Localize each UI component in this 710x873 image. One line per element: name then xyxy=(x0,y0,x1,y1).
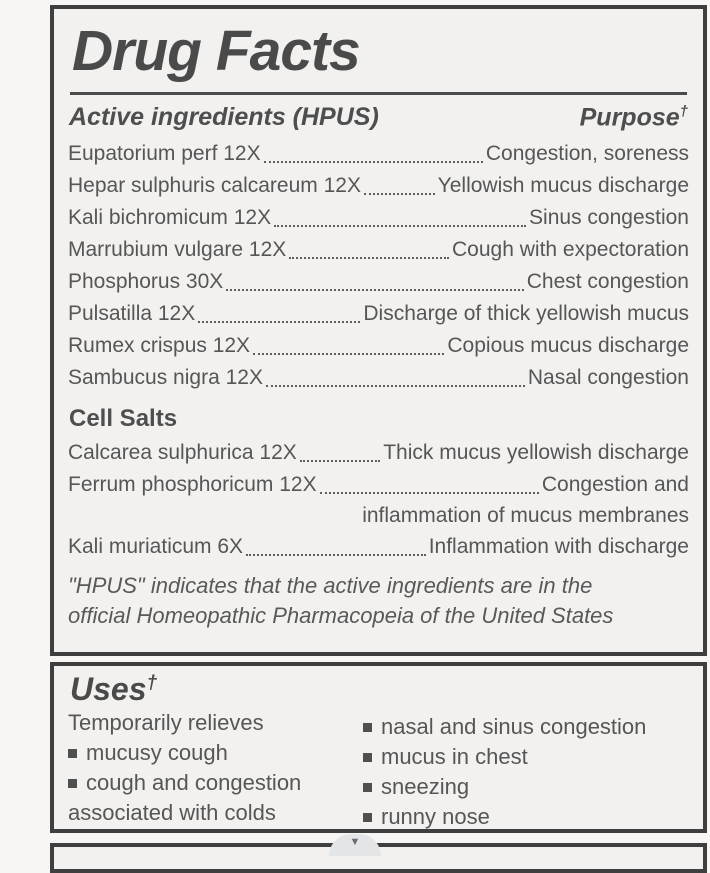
ingredient-row xyxy=(68,234,689,266)
cell-salt-purpose: Inflammation with discharge xyxy=(428,534,689,558)
use-item-label: cough and congestion xyxy=(86,769,302,795)
bullet-square-icon xyxy=(363,813,372,822)
active-ingredients-heading: Active ingredients (HPUS) xyxy=(69,102,379,131)
dot-leader xyxy=(266,362,525,387)
ingredient-row xyxy=(68,202,689,234)
hpus-note xyxy=(68,571,689,631)
ingredient-name: Phosphorus 30X xyxy=(68,269,224,293)
dot-leader xyxy=(264,138,483,163)
bullet-square-icon xyxy=(68,749,77,758)
ingredient-name: Eupatorium perf 12X xyxy=(68,141,261,165)
use-item xyxy=(363,742,689,772)
purpose-dagger: † xyxy=(679,102,688,120)
cell-salt-purpose-wrap: inflammation of mucus membranes xyxy=(362,503,689,527)
ingredient-purpose: Sinus congestion xyxy=(529,205,689,229)
dot-leader xyxy=(289,234,449,259)
ingredient-name: Hepar sulphuris calcareum 12X xyxy=(68,173,361,197)
cell-salt-purpose: Congestion and xyxy=(541,472,689,496)
ingredient-purpose: Chest congestion xyxy=(526,269,689,293)
chevron-down-icon: ▼ xyxy=(349,836,361,848)
drug-facts-panel xyxy=(50,5,707,656)
ingredient-row xyxy=(68,138,689,170)
uses-panel xyxy=(50,662,707,833)
use-item-label: runny nose xyxy=(381,803,490,829)
ingredient-purpose: Nasal congestion xyxy=(527,365,689,389)
ingredient-row xyxy=(68,266,689,298)
ingredient-name: Kali bichromicum 12X xyxy=(68,205,272,229)
cell-salt-name: Kali muriaticum 6X xyxy=(68,534,244,558)
active-ingredients-header xyxy=(69,103,688,132)
use-item-label: associated with colds xyxy=(68,799,276,825)
use-item xyxy=(363,802,689,832)
use-item-label: nasal and sinus congestion xyxy=(381,713,647,739)
use-item-label: sneezing xyxy=(381,773,470,799)
dot-leader xyxy=(246,531,426,556)
dot-leader xyxy=(300,437,380,462)
cell-salt-row xyxy=(68,531,689,563)
scroll-down-indicator[interactable] xyxy=(329,834,381,856)
ingredient-purpose: Copious mucus discharge xyxy=(447,333,689,357)
ingredient-list xyxy=(68,138,689,394)
cell-salts-list xyxy=(68,437,689,563)
ingredient-name: Pulsatilla 12X xyxy=(68,301,196,325)
ingredient-purpose: Yellowish mucus discharge xyxy=(437,173,689,197)
use-item xyxy=(68,738,363,768)
ingredient-name: Marrubium vulgare 12X xyxy=(68,237,287,261)
uses-columns xyxy=(68,708,689,832)
use-item-label: mucus in chest xyxy=(381,743,528,769)
dot-leader xyxy=(364,170,435,195)
bullet-square-icon xyxy=(68,779,77,788)
ingredient-row xyxy=(68,362,689,394)
cell-salt-row xyxy=(68,437,689,469)
bullet-square-icon xyxy=(363,723,372,732)
dot-leader xyxy=(320,469,539,494)
ingredient-row xyxy=(68,298,689,330)
use-item xyxy=(68,798,363,828)
uses-intro: Temporarily relieves xyxy=(68,709,264,735)
bullet-square-icon xyxy=(363,753,372,762)
dot-leader xyxy=(253,330,444,355)
cell-salts-heading: Cell Salts xyxy=(69,404,178,432)
use-item xyxy=(363,772,689,802)
ingredient-row xyxy=(68,170,689,202)
use-item xyxy=(68,768,363,798)
uses-column-left xyxy=(68,708,363,832)
title-divider xyxy=(70,92,687,95)
hpus-note-line2: official Homeopathic Pharmacopeia of the United States xyxy=(68,602,614,628)
uses-column-right xyxy=(363,712,689,832)
dot-leader xyxy=(274,202,526,227)
use-item-label: mucusy cough xyxy=(86,739,228,765)
cell-salt-name: Ferrum phosphoricum 12X xyxy=(68,472,317,496)
ingredient-purpose: Discharge of thick yellowish mucus xyxy=(363,301,689,325)
ingredient-purpose: Congestion, soreness xyxy=(485,141,689,165)
dot-leader xyxy=(198,298,360,323)
uses-heading: Uses† xyxy=(70,671,158,707)
dot-leader xyxy=(226,266,523,291)
hpus-note-line1: "HPUS" indicates that the active ingredients are in the xyxy=(68,572,593,598)
ingredient-name: Sambucus nigra 12X xyxy=(68,365,263,389)
use-item xyxy=(363,712,689,742)
cell-salt-row xyxy=(68,469,689,531)
drug-facts-title: Drug Facts xyxy=(72,19,360,83)
cell-salt-name: Calcarea sulphurica 12X xyxy=(68,440,297,464)
cell-salt-purpose: Thick mucus yellowish discharge xyxy=(383,440,689,464)
ingredient-row xyxy=(68,330,689,362)
bullet-square-icon xyxy=(363,783,372,792)
ingredient-name: Rumex crispus 12X xyxy=(68,333,251,357)
ingredient-purpose: Cough with expectoration xyxy=(452,237,689,261)
uses-dagger: † xyxy=(146,672,158,694)
purpose-heading: Purpose† xyxy=(579,102,688,131)
